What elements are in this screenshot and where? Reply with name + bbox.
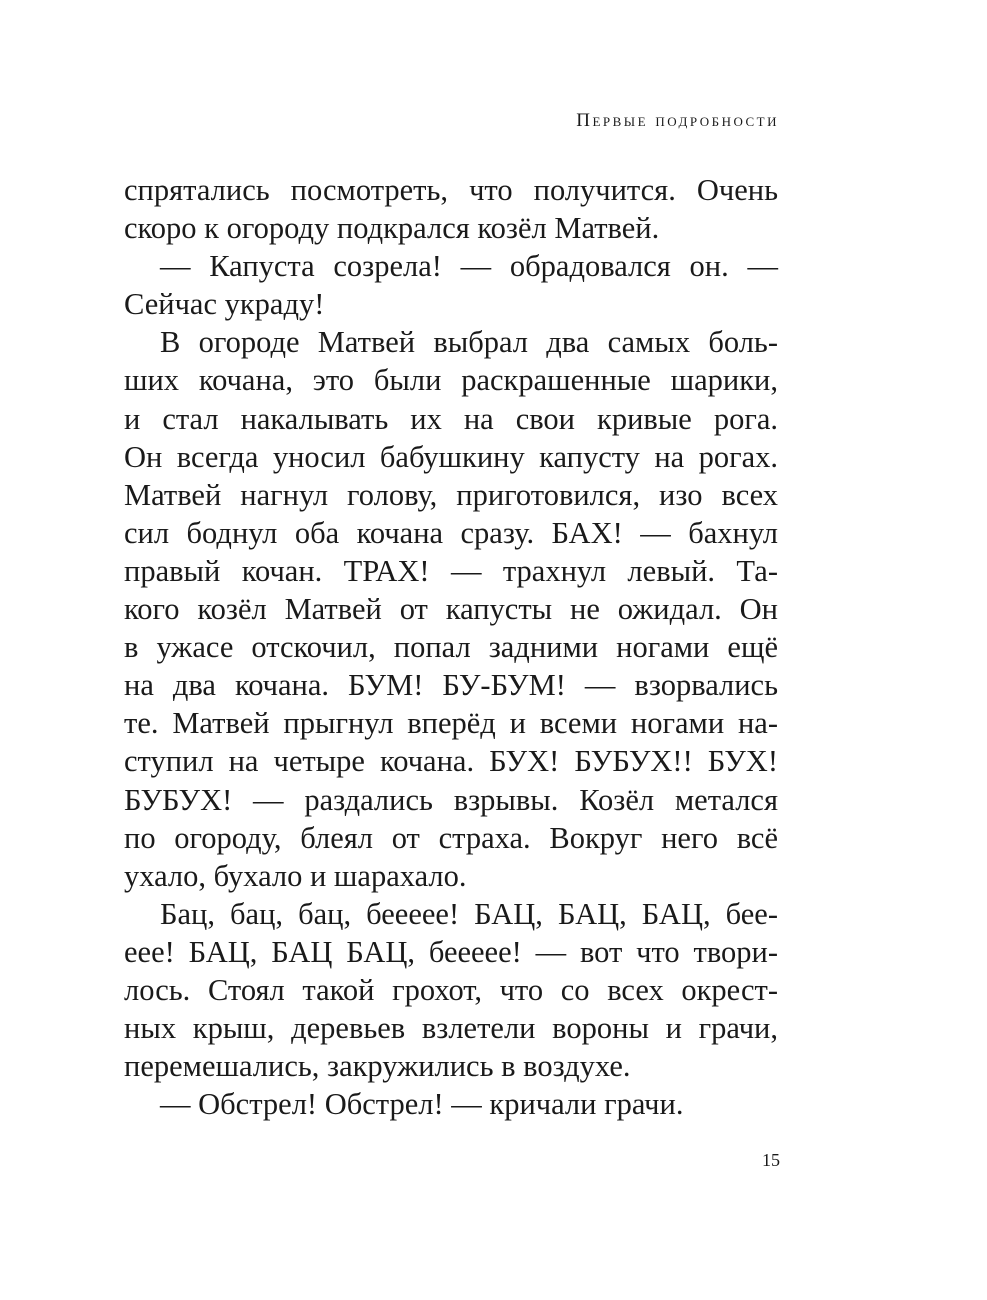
page-number: 15 bbox=[762, 1150, 780, 1170]
text-line: Сейчас украду! bbox=[124, 287, 325, 322]
text-line: ухало, бухало и шарахало. bbox=[124, 858, 467, 893]
text-line: еее! БАЦ, БАЦ БАЦ, бееeee! — вот что твори- bbox=[124, 934, 778, 969]
text-line: Матвей нагнул голову, приготовился, изо всех bbox=[124, 477, 778, 512]
text-line: в ужасе отскочил, попал задними ногами ещё bbox=[124, 630, 778, 665]
text-line: В огороде Матвей выбрал два самых боль- bbox=[160, 325, 778, 360]
text-line: по огороду, блеял от страха. Вокруг него всё bbox=[124, 820, 778, 855]
text-line: скоро к огороду подкрался козёл Матвей. bbox=[124, 211, 660, 246]
text-line: ных крыш, деревьев взлетели вороны и грачи, bbox=[124, 1011, 778, 1046]
text-line: правый кочан. ТРАХ! — трахнул левый. Та- bbox=[124, 553, 778, 588]
running-head: Первые подробности bbox=[576, 110, 779, 131]
text-line: перемешались, закружились в воздухе. bbox=[124, 1049, 631, 1084]
text-line: БУБУХ! — раздались взрывы. Козёл метался bbox=[124, 782, 778, 817]
text-line: ступил на четыре кочана. БУХ! БУБУХ!! БУХ! bbox=[124, 744, 778, 779]
text-line: ших кочана, это были раскрашенные шарики, bbox=[124, 363, 778, 398]
text-line: те. Матвей прыгнул вперёд и всеми ногами на- bbox=[124, 706, 778, 741]
text-line: — Капуста созрела! — обрадовался он. — bbox=[160, 249, 778, 284]
text-line: — Обстрел! Обстрел! — кричали грачи. bbox=[160, 1087, 684, 1122]
text-line: на два кочана. БУМ! БУ-БУМ! — взорвались bbox=[124, 668, 778, 703]
text-line: лось. Стоял такой грохот, что со всех окрест- bbox=[124, 972, 778, 1007]
text-line: Он всегда уносил бабушкину капусту на рогах. bbox=[124, 439, 778, 474]
text-line: и стал накалывать их на свои кривые рога. bbox=[124, 401, 778, 436]
body-text bbox=[124, 171, 778, 1123]
text-line: кого козёл Матвей от капусты не ожидал. Он bbox=[124, 592, 778, 627]
text-line: спрятались посмотреть, что получится. Очень bbox=[124, 173, 778, 207]
text-line: сил боднул оба кочана сразу. БАХ! — бахнул bbox=[124, 515, 778, 550]
text-line: Бац, бац, бац, бееeee! БАЦ, БАЦ, БАЦ, бее- bbox=[160, 896, 778, 931]
